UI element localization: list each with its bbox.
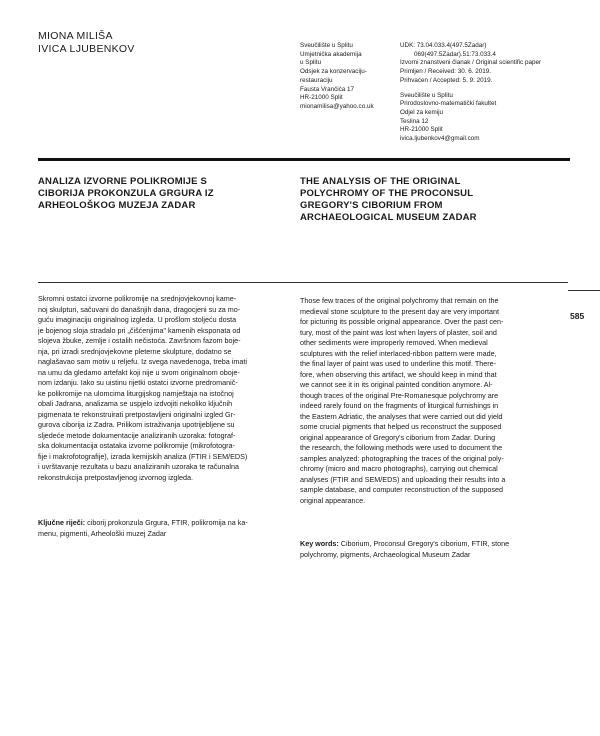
title-line: CIBORIJA PROKONZULA GRGURA IZ [38,188,214,199]
abstract-croatian [38,294,278,483]
abstract-line: ke polikromije na ulomcima liturgijskog namještaja na istočnoj [38,388,234,398]
affiliation-line: Prirodoslovno-matematički fakultet [400,100,497,108]
abstract-line: original appearance of Gregory's ciborium from Zadar. During [300,432,496,442]
keywords-text: menu, pigmenti, Arheološki muzej Zadar [38,528,167,538]
author-name: IVICA LJUBENKOV [38,43,135,55]
abstract-line: the Eastern Adriatic, the analyses that were carried out did yield [300,411,503,421]
abstract-line: analyses (FTIR and SEM/EDS) and uploading their results into a [300,474,506,484]
abstract-line: some crucial pigments that helped us reconstruct the supposed [300,422,502,431]
keywords-text: polychromy, pigments, Archaeological Museum Zadar [300,549,471,559]
abstract-line: naglašavao sam motiv u reljefu. Iz svega navedenoga, treba imati [38,357,247,366]
affiliation-line: HR-21000 Split [400,126,443,134]
keywords-english [300,539,562,560]
keywords-text: Ciborium, Proconsul Gregory's ciborium, FTIR, stone [338,539,510,548]
article-type: Izvorni znanstveni članak / Original scientific paper [400,59,542,67]
affiliation-line: HR-21000 Split [300,94,343,102]
abstract-line: the research, the following methods were used to document the [300,443,503,452]
affiliation-line: Odsjek za konzervaciju- [300,68,367,76]
abstract-line: indeed rarely found on the fragments of liturgical furnishings in [300,401,499,410]
affiliation-line: Sveučilište u Splitu [300,42,353,49]
abstract-line: tury, most of the paint was lost when layers of plaster, soil and [300,327,497,337]
abstract-line: Those few traces of the original polychromy that remain on the [300,296,499,305]
abstract-line: guću imaginaciju originalnog izgleda. U prošlom stoljeću dosta [38,315,237,324]
keywords-text: ciborij prokonzula Grgura, FTIR, polikromija na ka- [85,518,248,527]
abstract-line: nja, pri izradi srednjovjekovne pleterne skulpture, dodatno se [38,346,232,356]
affiliation-line: Odjel za kemiju [400,108,444,116]
author-name: MIONA MILIŠA [38,30,113,42]
abstract-line: the final layer of paint was used to underline this motif. There- [300,359,497,368]
abstract-line: je bojenog sloja stradalo pri „čišćenjima" kamenih eksponata od [38,325,241,335]
affiliation-line: Fausta Vrančića 17 [300,85,355,93]
abstract-line: obali Jadrana, analizama se uspjelo izdvojiti nekoliko ključnih [38,399,233,408]
header-divider [38,158,570,161]
title-line: ARHEOLOŠKOG MUZEJA ZADAR [38,200,196,211]
abstract-line: medieval stone sculpture to the present day are very important [300,306,499,316]
affiliation-academy [300,42,410,112]
abstract-line: nom izdanju. Iako su uistinu rijetki ostatci izvorne predromanič- [38,378,238,387]
title-line: ANALIZA IZVORNE POLIKROMIJE S [38,176,208,187]
abstract-line: original appearance. [300,495,366,505]
abstract-line: for picturing its possible original appearance. Over the past cen- [300,317,504,326]
abstract-line: sample database, and computer reconstruction of the supposed [300,485,503,494]
accepted-date: Prihvaćen / Accepted: 5. 9. 2019. [400,76,493,84]
abstract-line: sculptures with the relief interlaced-ribbon pattern were made, [300,348,497,358]
title-line: THE ANALYSIS OF THE ORIGINAL [300,176,461,187]
abstract-line: i uvrštavanje rezultata u bazu analiziranih uzoraka te računalna [38,462,239,471]
affiliation-line: restauraciju [300,76,333,84]
authors-block [38,30,135,56]
keywords-label: Ključne riječi: [38,518,86,527]
affiliation-line: Umjetnička akademija [300,50,362,58]
udk-line: 069(497.5Zadar).51:73.033.4 [414,50,496,58]
abstract-line: sljedeće metode dokumentacije analiziranih uzoraka: fotograf- [38,430,236,440]
abstract-english [300,296,562,506]
page-number: 585 [570,311,585,321]
affiliation-line: Sveučilište u Splitu [400,91,453,99]
udk-line: UDK: 73.04.033.4(497.5Zadar) [400,42,487,49]
title-line: POLYCHROMY OF THE PROCONSUL [300,188,474,199]
affiliation-line: Teslina 12 [400,117,429,125]
affiliation-line: u Splitu [300,59,322,67]
abstract-line: Skromni ostatci izvorne polikromije na srednjovjekovnoj kame- [38,294,237,303]
abstract-line: we cannot see it in its original painted condition anymore. Al- [300,380,493,389]
abstract-line: though traces of the original Pre-Romanesque polychromy are [300,390,499,400]
abstract-line: pigmenata te rekonstruirati pretpostavljeni originalni izgled Gr- [38,409,236,419]
abstract-line: fore, when observing this artifact, we should keep in mind that [300,369,497,379]
title-line: GREGORY'S CIBORIUM FROM [300,200,443,211]
page-number-rule [568,290,600,291]
affiliation-email: mionamilisa@yahoo.co.uk [300,102,374,110]
received-date: Primljen / Received: 30. 6. 2019. [400,68,492,76]
title-english [300,176,570,224]
abstract-line: gurova ciborija iz Zadra. Prilikom istraživanja upotrijebljene su [38,420,235,429]
abstract-line: slojeva žbuke, zemlje i ostalih nečistoća. Završnom fazom boje- [38,336,241,345]
keywords-croatian [38,518,278,539]
section-divider [38,282,568,283]
abstract-line: ska dokumentacija ostataka izvorne polikromije (mikrofotogra- [38,441,235,450]
abstract-line: other sediments were improperly removed. When medieval [300,338,488,347]
abstract-line: na umu da gledamo artefakt koji nije u svom originalnom oboje- [38,367,240,377]
abstract-line: noj skulpturi, sačuvani do današnjih dana, dragocjeni su za mo- [38,304,241,314]
title-line: ARCHAEOLOGICAL MUSEUM ZADAR [300,212,477,223]
abstract-line: fije i makrofotografije), izrada kemijskih analiza (FTIR i SEM/EDS) [38,451,248,461]
abstract-line: rekonstrukcija pretpostavljenog izvornog izgleda. [38,472,194,482]
abstract-line: samples analyzed: photographing the traces of the original poly- [300,453,504,463]
affiliation-email: ivica.ljubenkov4@gmail.com [400,135,480,143]
article-meta [400,42,570,144]
keywords-label: Key words: [300,539,339,548]
title-croatian [38,176,278,212]
abstract-line: chromy (micro and macro photographs), carrying out chemical [300,464,498,473]
